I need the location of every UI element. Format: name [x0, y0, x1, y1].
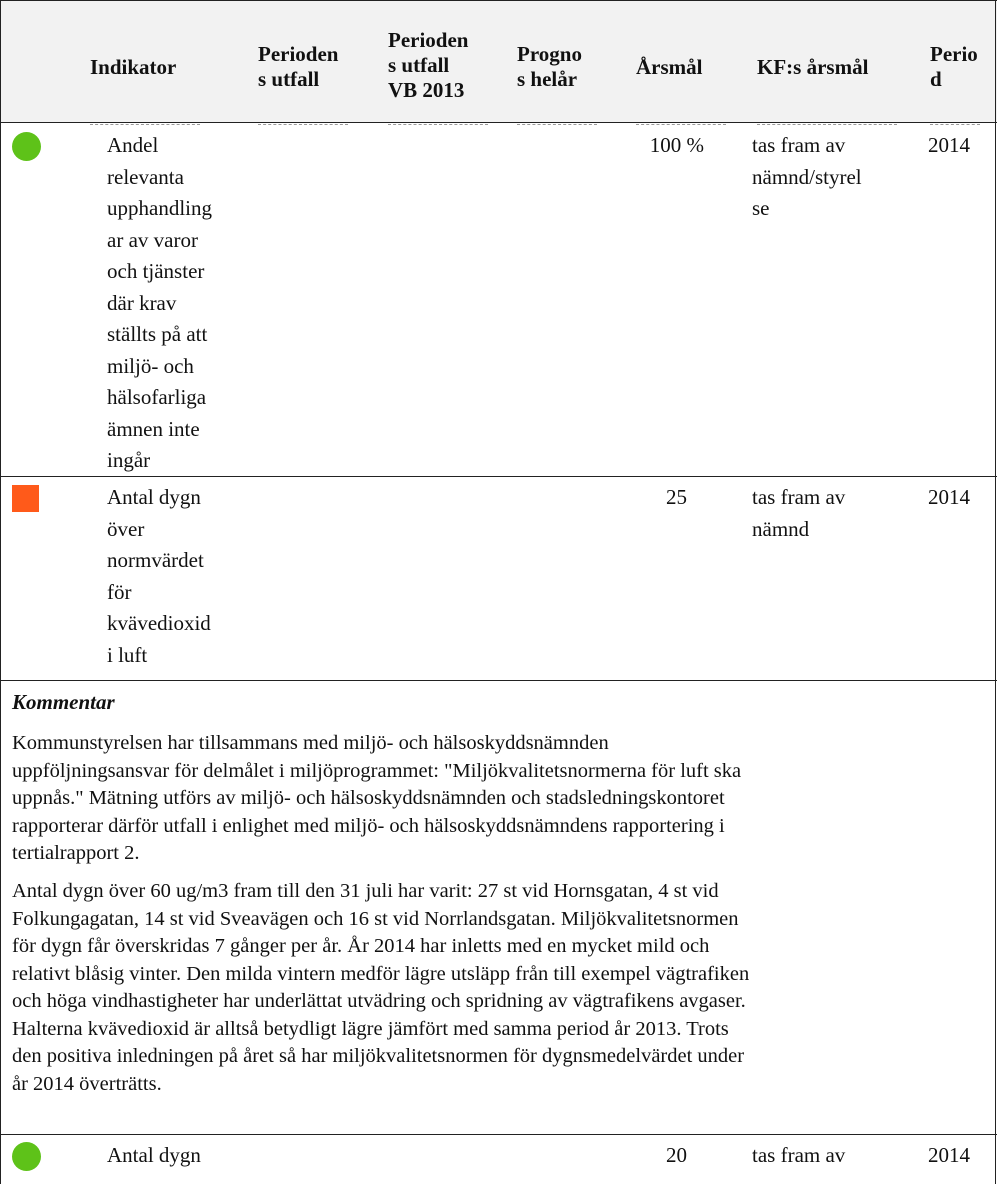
text-line: ställts på att: [107, 322, 208, 346]
status-green-circle-icon: [12, 1142, 41, 1171]
text-line: nämnd/styrel: [752, 164, 862, 189]
row3-arsmal: 20: [666, 1143, 687, 1167]
header-line: Perioden: [258, 42, 339, 66]
header-underline-mark: [388, 124, 488, 125]
text-line: Folkungagatan, 14 st vid Sveavägen och 16 st vid Norrlandsgatan. Miljökvalitetsnormen: [12, 907, 739, 930]
header-perioden-utfall: [258, 42, 338, 92]
header-prognos: [517, 42, 582, 92]
row2-indikator: [107, 482, 247, 671]
text-line: ämnen inte: [107, 416, 200, 441]
text-line: Antal dygn: [107, 485, 201, 509]
comment-paragraph-1: [12, 730, 984, 868]
table-top-border: [0, 0, 997, 1]
text-line: över: [107, 516, 145, 541]
text-line: rapporterar därför utfall i enlighet med miljö- och hälsoskyddsnämndens rapportering i: [12, 814, 725, 837]
text-line: uppföljningsansvar för delmålet i miljöprogrammet: "Miljökvalitetsnormerna för luft ska: [12, 759, 742, 782]
header-bottom-border: [0, 122, 997, 123]
header-underline-mark: [930, 124, 980, 125]
row1-indikator: [107, 130, 247, 477]
text-line: Antal dygn över 60 ug/m3 fram till den 31 juli har varit: 27 st vid Hornsgatan, 4 st vid: [12, 880, 719, 902]
text-line: där krav: [107, 290, 177, 315]
header-underline-mark: [90, 124, 200, 125]
status-green-circle-icon: [12, 132, 41, 161]
row-divider: [0, 476, 997, 477]
text-line: relevanta: [107, 164, 184, 189]
text-line: normvärdet: [107, 548, 204, 572]
header-indikator: Indikator: [90, 55, 177, 79]
row3-period: 2014: [928, 1143, 970, 1167]
header-line: Perioden: [388, 28, 469, 52]
text-line: Kommunstyrelsen har tillsammans med miljö- och hälsoskyddsnämnden: [12, 732, 609, 754]
table-left-border: [0, 0, 1, 1184]
header-line: Progno: [517, 42, 582, 66]
text-line: upphandling: [107, 196, 212, 220]
header-underline-mark: [517, 124, 597, 125]
comment-title: Kommentar: [12, 690, 115, 714]
text-line: Halterna kvävedioxid är alltså betydligt lägre jämfört med samma period år 2013. Trots: [12, 1017, 729, 1040]
text-line: för dygn får överskridas 7 gånger per år. År 2014 har inletts med en mycket mild och: [12, 935, 710, 957]
header-arsmal: Årsmål: [636, 55, 703, 79]
text-line: Andel: [107, 133, 159, 157]
header-kf-arsmal: KF:s årsmål: [757, 55, 869, 79]
header-underline-mark: [757, 124, 897, 125]
text-line: för: [107, 579, 132, 604]
row2-arsmal: 25: [666, 485, 687, 509]
text-line: nämnd: [752, 516, 810, 541]
row2-kf-arsmal: [752, 482, 902, 545]
text-line: tertialrapport 2.: [12, 842, 140, 864]
table-right-border: [995, 0, 996, 1184]
text-line: tas fram av: [752, 133, 846, 157]
header-period: [930, 42, 978, 92]
header-line: VB 2013: [388, 78, 465, 102]
text-line: ar av varor: [107, 227, 198, 252]
header-perioden-utfall-vb: [388, 28, 468, 103]
row3-indikator: [107, 1140, 247, 1172]
text-line: miljö- och: [107, 353, 194, 378]
text-line: se: [752, 196, 770, 220]
text-line: och tjänster: [107, 259, 205, 283]
header-line: s utfall: [388, 53, 450, 77]
text-line: Antal dygn: [107, 1143, 201, 1167]
row2-period: 2014: [928, 485, 970, 509]
text-line: ingår: [107, 448, 151, 472]
header-underline-mark: [636, 124, 726, 125]
header-line: s utfall: [258, 67, 320, 91]
text-line: uppnås." Mätning utförs av miljö- och hälsoskyddsnämnden och stadsledningskontoret: [12, 787, 725, 809]
text-line: hälsofarliga: [107, 385, 207, 409]
text-line: kvävedioxid: [107, 611, 211, 635]
text-line: år 2014 överträtts.: [12, 1072, 162, 1095]
text-line: den positiva inledningen på året så har miljökvalitetsnormen för dygnsmedelvärdet under: [12, 1045, 745, 1067]
header-line: s helår: [517, 67, 578, 91]
text-line: relativt blåsig vinter. Den milda vintern medför lägre utsläpp från till exempel vägtrafiken: [12, 962, 750, 985]
row1-period: 2014: [928, 133, 970, 157]
header-line: Perio: [930, 42, 978, 66]
status-red-square-icon: [12, 485, 39, 512]
comment-paragraph-2: [12, 878, 984, 1098]
text-line: tas fram av: [752, 485, 846, 509]
text-line: och höga vindhastigheter har underlättat utvädring och spridning av vägtrafikens avgaser.: [12, 990, 746, 1012]
row3-kf-arsmal: [752, 1140, 902, 1172]
row-divider: [0, 1134, 997, 1135]
header-line: d: [930, 67, 942, 91]
row-divider: [0, 680, 997, 681]
header-underline-mark: [258, 124, 348, 125]
row1-kf-arsmal: [752, 130, 902, 225]
text-line: tas fram av: [752, 1143, 846, 1167]
row1-arsmal: 100 %: [649, 133, 704, 157]
text-line: i luft: [107, 642, 148, 667]
